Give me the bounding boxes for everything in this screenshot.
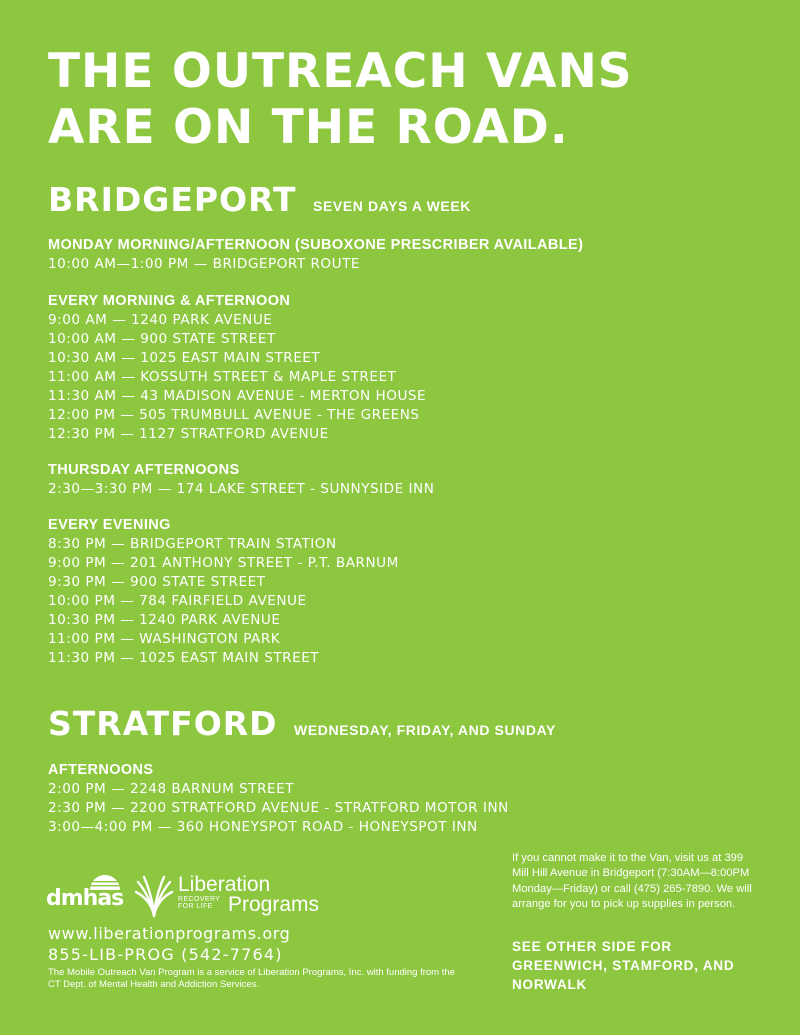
- headline-line-1: THE OUTREACH VANS: [48, 44, 633, 99]
- liberation-logo-tagline: [178, 896, 220, 910]
- headline-line-2: ARE ON THE ROAD.: [48, 100, 569, 155]
- liberation-tagline-line-2: FOR LIFE: [178, 903, 213, 910]
- schedule-row: 9:30 PM — 900 STATE STREET: [48, 574, 266, 590]
- liberation-tagline-line-1: RECOVERY: [178, 896, 221, 903]
- schedule-row: 10:30 PM — 1240 PARK AVENUE: [48, 612, 281, 628]
- dmhas-logo: dmhas: [46, 886, 124, 911]
- city-name: STRATFORD: [48, 704, 278, 743]
- visit-note: If you cannot make it to the Van, visit us at 399 Mill Hill Avenue in Bridgeport (7:30AM—8:00PM Monday—Friday) or call (475) 265-7890. We will arrange for you to pick up supplies in person.: [512, 852, 752, 911]
- schedule-row: 12:30 PM — 1127 STRATFORD AVENUE: [48, 426, 329, 442]
- block-title: EVERY EVENING: [48, 517, 171, 533]
- block-title: THURSDAY AFTERNOONS: [48, 462, 240, 478]
- schedule-row: 9:00 AM — 1240 PARK AVENUE: [48, 312, 273, 328]
- block-title: MONDAY MORNING/AFTERNOON (SUBOXONE PRESCRIBER AVAILABLE): [48, 237, 584, 253]
- liberation-wings-icon: [134, 874, 174, 923]
- see-other-side-note: SEE OTHER SIDE FOR GREENWICH, STAMFORD, AND NORWALK: [512, 939, 735, 992]
- stratford-heading: [48, 704, 556, 743]
- sponsor-logos: [46, 872, 346, 922]
- city-name: BRIDGEPORT: [48, 180, 297, 219]
- schedule-block: [48, 236, 583, 274]
- bridgeport-heading: [48, 180, 471, 219]
- phone-number[interactable]: 855-LIB-PROG (542-7764): [48, 945, 283, 964]
- schedule-row: 11:00 AM — KOSSUTH STREET & MAPLE STREET: [48, 369, 397, 385]
- schedule-days: WEDNESDAY, FRIDAY, AND SUNDAY: [294, 722, 556, 738]
- schedule-days: SEVEN DAYS A WEEK: [313, 198, 472, 214]
- funding-fine-print: The Mobile Outreach Van Program is a service of Liberation Programs, Inc. with funding from the CT Dept. of Mental Health and Addiction Services.: [48, 967, 455, 990]
- schedule-row: 10:30 AM — 1025 EAST MAIN STREET: [48, 350, 321, 366]
- schedule-row: 10:00 AM—1:00 PM — BRIDGEPORT ROUTE: [48, 256, 360, 272]
- schedule-row: 12:00 PM — 505 TRUMBULL AVENUE - THE GREENS: [48, 407, 420, 423]
- website-url[interactable]: www.liberationprograms.org: [48, 924, 291, 943]
- liberation-logo-programs: Programs: [228, 893, 320, 916]
- block-title: AFTERNOONS: [48, 762, 154, 778]
- schedule-row: 11:00 PM — WASHINGTON PARK: [48, 631, 281, 647]
- headline: [48, 44, 633, 156]
- schedule-block: [48, 292, 426, 444]
- schedule-row: 2:00 PM — 2248 BARNUM STREET: [48, 781, 295, 797]
- liberation-logo-name: Liberation: [178, 873, 271, 896]
- schedule-row: 10:00 PM — 784 FAIRFIELD AVENUE: [48, 593, 307, 609]
- schedule-row: 8:30 PM — BRIDGEPORT TRAIN STATION: [48, 536, 337, 552]
- schedule-row: 10:00 AM — 900 STATE STREET: [48, 331, 276, 347]
- schedule-row: 3:00—4:00 PM — 360 HONEYSPOT ROAD - HONEYSPOT INN: [48, 819, 478, 835]
- schedule-block: [48, 516, 399, 668]
- schedule-row: 9:00 PM — 201 ANTHONY STREET - P.T. BARNUM: [48, 555, 399, 571]
- schedule-block: [48, 761, 509, 837]
- schedule-row: 11:30 PM — 1025 EAST MAIN STREET: [48, 650, 320, 666]
- schedule-row: 2:30 PM — 2200 STRATFORD AVENUE - STRATFORD MOTOR INN: [48, 800, 509, 816]
- schedule-row: 11:30 AM — 43 MADISON AVENUE - MERTON HOUSE: [48, 388, 427, 404]
- schedule-block: [48, 461, 434, 499]
- block-title: EVERY MORNING & AFTERNOON: [48, 293, 291, 309]
- schedule-row: 2:30—3:30 PM — 174 LAKE STREET - SUNNYSIDE INN: [48, 481, 435, 497]
